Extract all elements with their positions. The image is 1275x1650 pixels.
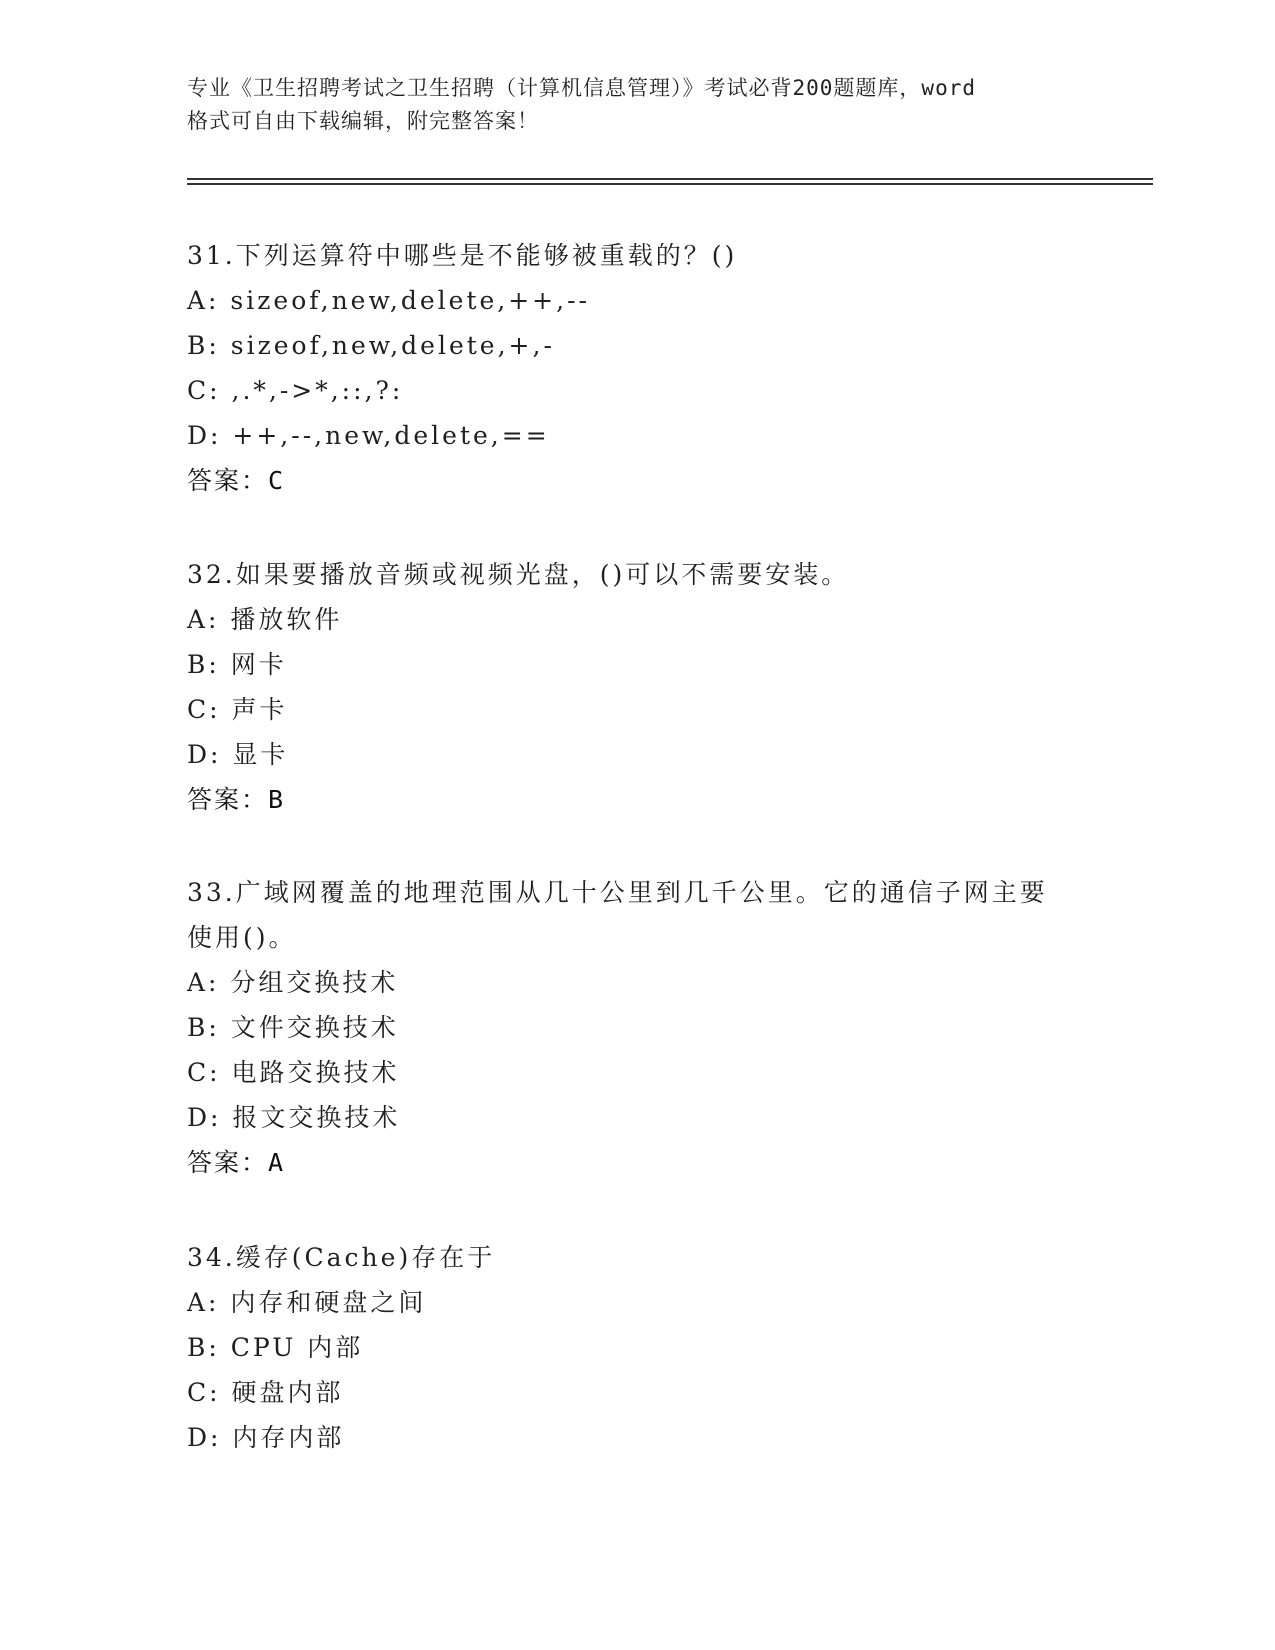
header-line-2: 格式可自由下载编辑，附完整答案！ bbox=[187, 109, 539, 133]
option-a: A: 内存和硬盘之间 bbox=[187, 1288, 427, 1317]
question-title: 31.下列运算符中哪些是不能够被重载的？() bbox=[187, 241, 738, 270]
option-c: C: 硬盘内部 bbox=[187, 1378, 344, 1407]
answer-line: 答案：C bbox=[187, 466, 286, 495]
option-d: D: 内存内部 bbox=[187, 1423, 345, 1452]
option-d: D: 显卡 bbox=[187, 740, 289, 769]
document-header bbox=[187, 72, 1087, 138]
answer-line: 答案：A bbox=[187, 1148, 286, 1177]
option-b: B: 文件交换技术 bbox=[187, 1013, 399, 1042]
option-a: A: sizeof,new,delete,++,-- bbox=[187, 286, 590, 315]
header-divider-bottom bbox=[187, 183, 1153, 185]
option-c: C: 声卡 bbox=[187, 695, 288, 724]
option-b: B: CPU 内部 bbox=[187, 1333, 364, 1362]
question-33 bbox=[187, 870, 1087, 1185]
answer-line: 答案：B bbox=[187, 785, 286, 814]
question-title-line-2: 使用()。 bbox=[187, 923, 297, 952]
option-b: B: sizeof,new,delete,+,- bbox=[187, 331, 555, 360]
option-c: C: 电路交换技术 bbox=[187, 1058, 400, 1087]
option-c: C: ,.*,->*,::,?: bbox=[187, 376, 404, 405]
question-31 bbox=[187, 233, 1087, 503]
option-d: D: ++,--,new,delete,== bbox=[187, 421, 550, 450]
question-title: 34.缓存(Cache)存在于 bbox=[187, 1243, 496, 1272]
question-title-line-1: 33.广域网覆盖的地理范围从几十公里到几千公里。它的通信子网主要 bbox=[187, 878, 1048, 907]
question-34 bbox=[187, 1235, 1087, 1460]
option-a: A: 分组交换技术 bbox=[187, 968, 399, 997]
header-divider-top bbox=[187, 178, 1153, 180]
option-b: B: 网卡 bbox=[187, 650, 287, 679]
option-d: D: 报文交换技术 bbox=[187, 1103, 401, 1132]
header-line-1: 专业《卫生招聘考试之卫生招聘（计算机信息管理）》考试必背200题题库，word bbox=[187, 76, 976, 100]
question-title: 32.如果要播放音频或视频光盘，()可以不需要安装。 bbox=[187, 560, 850, 589]
question-32 bbox=[187, 552, 1087, 822]
option-a: A: 播放软件 bbox=[187, 605, 343, 634]
